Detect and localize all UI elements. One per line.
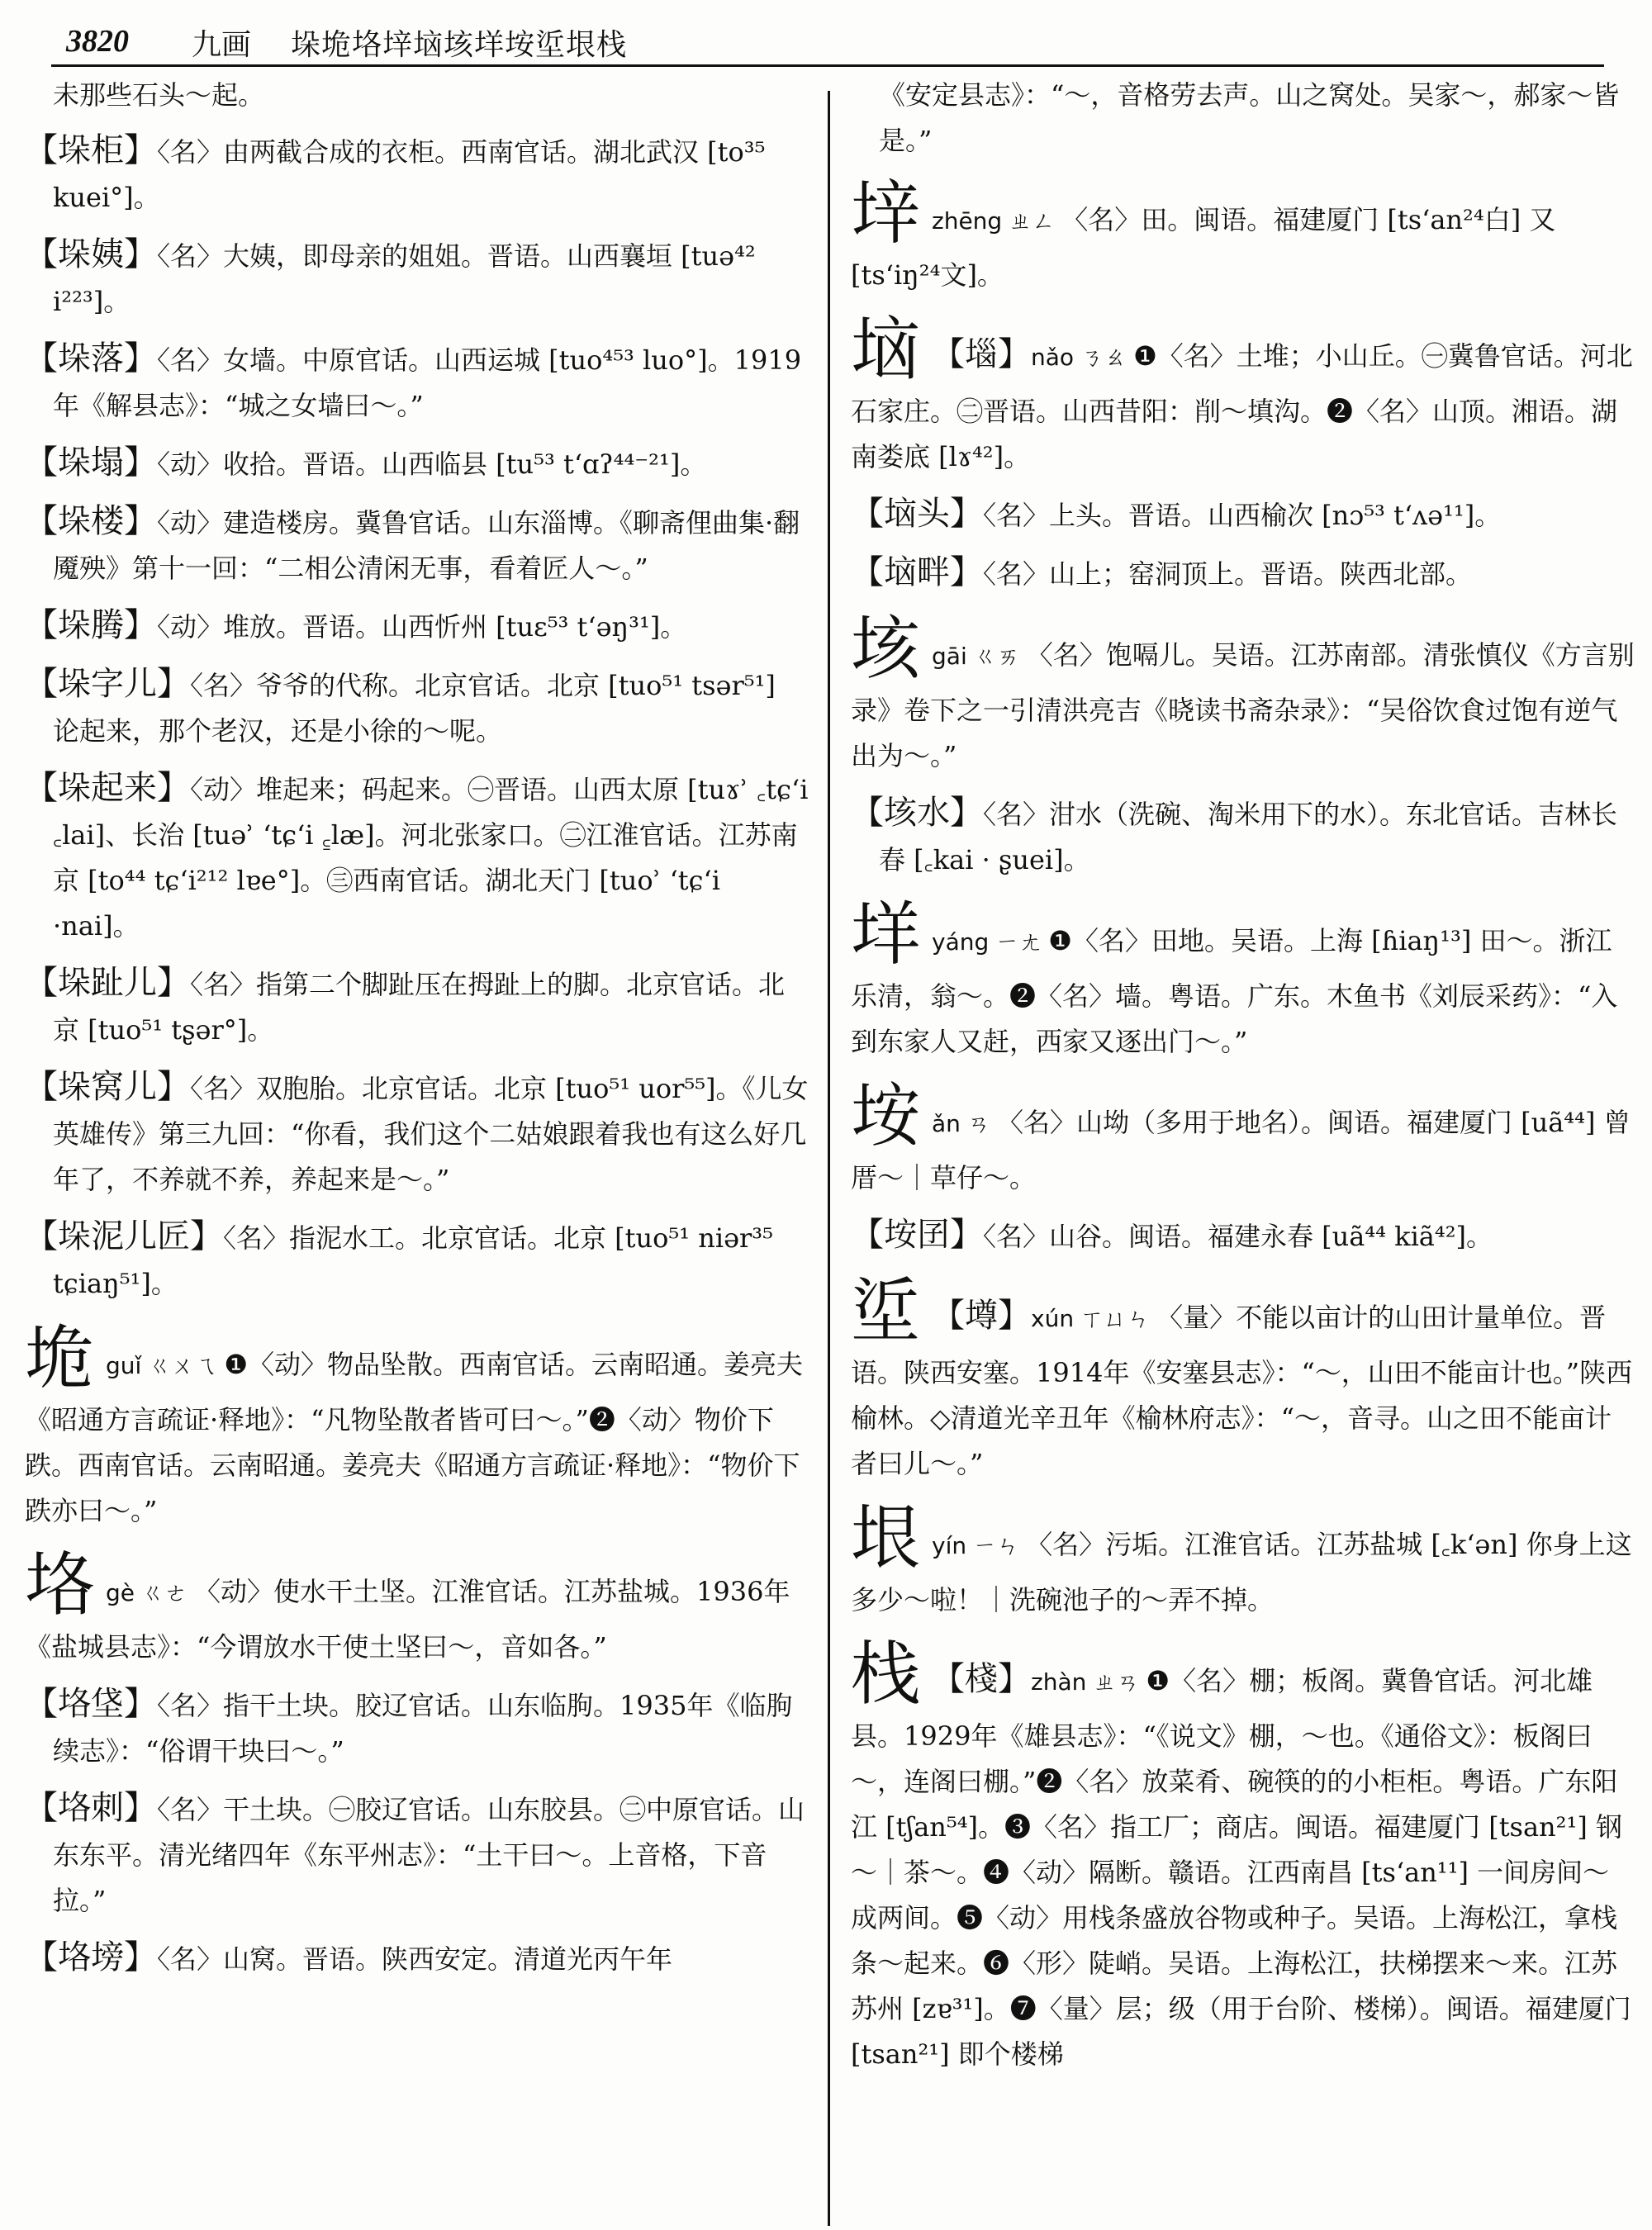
- zhuyin: ㄢ: [966, 1110, 990, 1137]
- pinyin: nǎo: [1031, 344, 1075, 371]
- entry-headword: 【垎刺】: [25, 1789, 157, 1827]
- character-entry: [851, 609, 1635, 779]
- head-character: 垟: [851, 894, 921, 975]
- entry-definition: 〈名〉由两截合成的衣柜。西南官话。湖北武汉 [to³⁵ kuei°]。: [53, 136, 766, 213]
- entry-definition: 〈名〉饱嗝儿。吴语。江苏南部。清张慎仪《方言别录》卷下之一引清洪亮吉《晓读书斋杂录》：“吴俗饮食过饱有逆气出为～。”: [851, 639, 1635, 771]
- head-character: 垶: [851, 173, 921, 254]
- dictionary-entry: [851, 550, 1635, 597]
- header-character-index: 垛垝垎垶垴垓垟垵垽垠栈: [291, 28, 628, 62]
- pinyin: gè: [106, 1579, 135, 1606]
- head-character: 垴: [851, 309, 921, 390]
- zhuyin: ㄧㄣ: [973, 1532, 1020, 1559]
- zhuyin: ㄍㄜ: [141, 1579, 188, 1606]
- dictionary-entry: [25, 128, 809, 221]
- entry-definition: 〈名〉双胞胎。北京官话。北京 [tuo⁵¹ uor⁵⁵]。《儿女英雄传》第三九回：“你看，我们这个二姑娘跟着我也有这么好几年了，不养就不养，养起来是～。”: [53, 1073, 809, 1195]
- stroke-count-label: 九画: [192, 28, 252, 62]
- entry-definition: 〈名〉指第二个脚趾压在拇趾上的脚。北京官话。北京 [tuo⁵¹ tʂər°]。: [53, 969, 786, 1046]
- zhuyin: ㄧㄤ: [995, 928, 1042, 956]
- dictionary-entry: [25, 1935, 809, 1982]
- head-character: 垵: [851, 1075, 921, 1156]
- entry-headword: 【垛腾】: [25, 606, 157, 644]
- pinyin: xún: [1031, 1305, 1075, 1332]
- entry-headword: 【垛姨】: [25, 235, 157, 273]
- pinyin: gāi: [932, 643, 967, 670]
- variant-form: 【堖】: [932, 335, 1032, 373]
- character-entry: [851, 1498, 1635, 1623]
- character-entry: [851, 894, 1635, 1065]
- entry-definition: 〈名〉爷爷的代称。北京官话。北京 [tuo⁵¹ tsər⁵¹] 论起来，那个老汉，还是小徐的～呢。: [53, 670, 776, 747]
- entry-definition: ❶〈动〉物品坠散。西南官话。云南昭通。姜亮夫《昭通方言疏证·释地》：“凡物坠散者皆可曰～。”❷〈动〉物价下跌。西南官话。云南昭通。姜亮夫《昭通方言疏证·释地》：“物价下跌亦曰～。”: [25, 1349, 804, 1526]
- entry-definition: ❶〈名〉田地。吴语。上海 [ɦiaŋ¹³] 田～。浙江乐清，翁～。❷〈名〉墙。粤语。广东。木鱼书《刘辰采药》：“入到东家人又赶，西家又逐出门～。”: [851, 925, 1618, 1057]
- pinyin: ǎn: [932, 1110, 961, 1137]
- dictionary-entry: [25, 1682, 809, 1774]
- entry-headword: 【垎塝】: [25, 1938, 157, 1976]
- entry-definition: 〈名〉污垢。江淮官话。江苏盐城 [꜀kʻən] 你身上这多少～啦！｜洗碗池子的～弄不掉。: [851, 1529, 1632, 1616]
- entry-headword: 【垛柜】: [25, 131, 157, 169]
- head-character: 垓: [851, 608, 921, 689]
- character-entry: [851, 1635, 1635, 2077]
- page-header: [51, 12, 1604, 67]
- zhuyin: ㄒㄩㄣ: [1080, 1305, 1151, 1332]
- head-character: 垽: [851, 1270, 921, 1351]
- head-character: 垎: [25, 1544, 95, 1625]
- pinyin: zhàn: [1031, 1668, 1087, 1696]
- dictionary-entry: [25, 1786, 809, 1924]
- variant-form: 【棧】: [932, 1660, 1032, 1698]
- character-entry: [25, 1318, 809, 1534]
- dictionary-entry: [25, 662, 809, 754]
- entry-definition: 〈名〉山谷。闽语。福建永春 [uã⁴⁴ kiã⁴²]。: [983, 1221, 1493, 1252]
- dictionary-entry: [25, 499, 809, 591]
- variant-form: 【墫】: [932, 1297, 1032, 1335]
- character-entry: [25, 1545, 809, 1670]
- entry-definition: 〈名〉女墙。中原官话。山西运城 [tuo⁴⁵³ luo°]。1919年《解县志》：“城之女墙曰～。”: [53, 344, 802, 421]
- dictionary-entry: [851, 491, 1635, 539]
- zhuyin: ㄍㄞ: [973, 643, 1020, 670]
- entry-definition: 〈名〉上头。晋语。山西榆次 [nɔ⁵³ tʻʌə¹¹]。: [983, 500, 1502, 531]
- entry-definition: 〈名〉干土块。㊀胶辽官话。山东胶县。㊁中原官话。山东东平。清光绪四年《东平州志》：“土干曰～。上音格，下音拉。”: [53, 1794, 805, 1916]
- entry-headword: 【垛落】: [25, 339, 157, 377]
- entry-definition: 〈名〉山窝。晋语。陕西安定。清道光丙午年: [157, 1943, 673, 1975]
- zhuyin: ㄋㄠ: [1080, 344, 1127, 371]
- zhuyin: ㄓㄥ: [1009, 207, 1056, 235]
- dictionary-entry: [25, 440, 809, 487]
- entry-headword: 【垎垡】: [25, 1685, 157, 1723]
- entry-definition: 〈名〉田。闽语。福建厦门 [tsʻan²⁴白] 又 [tsʻiŋ²⁴文]。: [851, 204, 1556, 291]
- entry-definition: 〈动〉使水干土坚。江淮官话。江苏盐城。1936年《盐城县志》：“今谓放水干使土坚曰～，音如各。”: [25, 1576, 790, 1663]
- entry-definition: 〈名〉大姨，即母亲的姐姐。晋语。山西襄垣 [tuə⁴² i²²³]。: [53, 240, 756, 317]
- entry-definition: ❶〈名〉土堆；小山丘。㊀冀鲁官话。河北石家庄。㊁晋语。山西昔阳：削～填沟。❷〈名〉山顶。湘语。湖南娄底 [lɤ⁴²]。: [851, 340, 1633, 472]
- entry-definition: 〈名〉山上；窑洞顶上。晋语。陕西北部。: [983, 558, 1473, 590]
- entry-definition: ❶〈名〉棚；板阁。冀鲁官话。河北雄县。1929年《雄县志》：“《说文》棚，～也。《通俗文》：板阁曰～，连阁曰棚。”❷〈名〉放菜肴、碗筷的的小柜柜。粤语。广东阳江 [tʃan⁵⁴]。❸〈名〉指工厂；商店。闽语。福建厦门 [tsan²¹] 钢～｜茶～。❹〈动〉隔断。赣语。江西南昌 [tsʻan¹¹] 一间房间～成两间。❺〈动〉用栈条盛放谷物或种子。吴语。上海松江，拿栈条～起来。❻〈形〉陡峭。吴语。上海松江，扶梯摆来～来。江苏苏州 [zɐ³¹]。❼〈量〉层；级（用于台阶、楼梯）。闽语。福建厦门 [tsan²¹] 即个楼梯: [851, 1665, 1631, 2070]
- left-column: [25, 73, 809, 2228]
- entry-definition: 〈名〉山坳（多用于地名）。闽语。福建厦门 [uã⁴⁴] 曾厝～｜草仔～。: [851, 1107, 1631, 1193]
- zhuyin: ㄓㄢ: [1093, 1668, 1140, 1696]
- pinyin: guǐ: [106, 1352, 142, 1379]
- dictionary-entry: [25, 336, 809, 429]
- entry-definition: 〈量〉不能以亩计的山田计量单位。晋语。陕西安塞。1914年《安塞县志》：“～，山田不能亩计也。”陕西榆林。◇清道光辛丑年《榆林府志》：“～，音寻。山之田不能亩计者曰儿～。”: [851, 1302, 1633, 1479]
- entry-headword: 【垵囝】: [851, 1216, 983, 1254]
- entry-headword: 【垛起来】: [25, 769, 190, 807]
- pinyin: yáng: [932, 928, 990, 956]
- dictionary-entry: [25, 961, 809, 1053]
- entry-headword: 【垛趾儿】: [25, 964, 190, 1002]
- head-character: 垠: [851, 1497, 921, 1578]
- dictionary-entry: 未那些石头～起。: [53, 79, 265, 111]
- entry-headword: 【垓水】: [851, 794, 983, 832]
- dictionary-entry: [25, 1065, 809, 1203]
- dictionary-entry: [851, 1212, 1635, 1260]
- entry-definition: 〈动〉堆放。晋语。山西忻州 [tuɛ⁵³ tʻəŋ³¹]。: [157, 611, 687, 643]
- dictionary-entry: [25, 1214, 809, 1307]
- entry-headword: 【垛楼】: [25, 502, 157, 540]
- column-divider: [828, 91, 830, 2226]
- character-entry: [851, 310, 1635, 480]
- dictionary-entry: [25, 603, 809, 650]
- entry-headword: 【垴头】: [851, 495, 983, 533]
- character-entry: [851, 1271, 1635, 1487]
- entry-headword: 【垛泥儿匠】: [25, 1217, 223, 1255]
- entry-headword: 【垛窝儿】: [25, 1068, 190, 1106]
- entry-definition: 〈动〉建造楼房。冀鲁官话。山东淄博。《聊斋俚曲集·翻魇殃》第十一回：“二相公清闲无事，看着匠人～。”: [53, 507, 800, 584]
- dictionary-entry: [25, 766, 809, 949]
- character-entry: [851, 1076, 1635, 1201]
- dictionary-entry: [25, 232, 809, 325]
- entry-headword: 【垛塌】: [25, 444, 157, 482]
- zhuyin: ㄍㄨㄟ: [148, 1352, 218, 1379]
- entry-definition: 〈名〉指干土块。胶辽官话。山东临朐。1935年《临朐续志》：“俗谓干块曰～。”: [53, 1690, 793, 1767]
- entry-headword: 【垛字儿】: [25, 665, 190, 703]
- entry-headword: 【垴畔】: [851, 553, 983, 591]
- entry-definition: 〈动〉堆起来；码起来。㊀晋语。山西太原 [tuɤʾ ꜀tɕʻi ꜀lai]、长治 [tuəʾ ʻtɕʻi ꜁læ]。河北张家口。㊁江淮官话。江苏南京 [to⁴⁴ tɕʻi²¹² lɐe°]。㊂西南官话。湖北天门 [tuoʾ ʻtɕʻi ·nai]。: [53, 774, 809, 942]
- entry-definition: 〈动〉收拾。晋语。山西临县 [tu⁵³ tʻɑʔ⁴⁴⁻²¹]。: [157, 448, 707, 480]
- head-character: 栈: [851, 1634, 921, 1715]
- entry-definition: 〈名〉泔水（洗碗、淘米用下的水）。东北官话。吉林长春 [꜀kai · ʂuei]。: [879, 799, 1618, 875]
- right-column: [851, 73, 1635, 2228]
- entry-definition: 〈名〉指泥水工。北京官话。北京 [tuo⁵¹ niər³⁵ tɕiaŋ⁵¹]。: [53, 1222, 773, 1299]
- head-character: 垝: [25, 1317, 95, 1398]
- pinyin: zhēng: [932, 207, 1003, 235]
- dictionary-entry: 《安定县志》：“～，音格劳去声。山之窝处。吴家～，郝家～皆是。”: [879, 79, 1620, 156]
- character-entry: [851, 173, 1635, 298]
- dictionary-entry: [851, 790, 1635, 883]
- page-number: 3820: [66, 24, 129, 59]
- pinyin: yín: [932, 1532, 967, 1559]
